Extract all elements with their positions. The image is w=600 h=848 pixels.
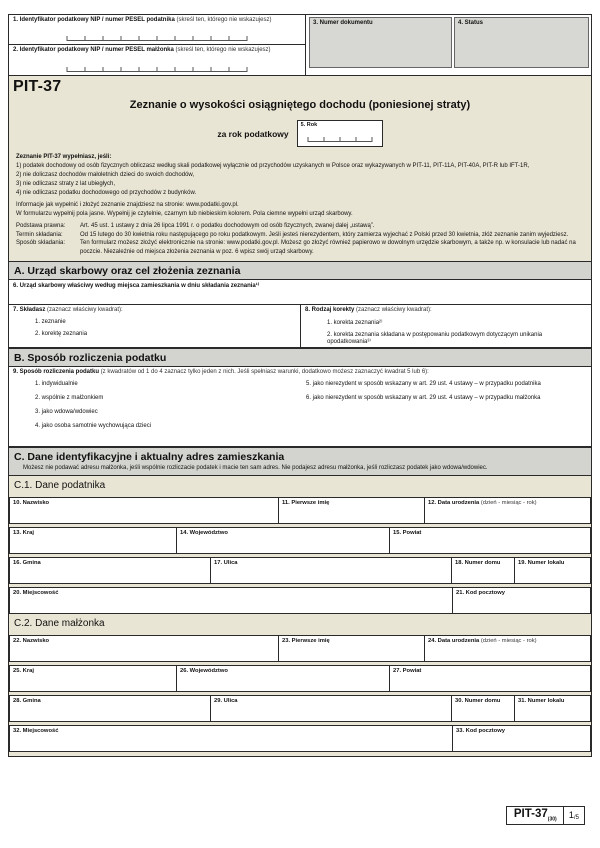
identification-block bbox=[9, 15, 591, 76]
field-9-hint: (z kwadratów od 1 do 4 zaznacz tylko jeden z nich. Jeśli spełniasz warunki, dodatkowo możesz zaznaczyć kwadrat 5 lub 6): bbox=[100, 368, 429, 375]
tax-year-row bbox=[9, 120, 591, 147]
field-9-option-1[interactable]: 1. indywidualnie bbox=[35, 380, 78, 387]
taxpayer-ids bbox=[9, 15, 306, 75]
field-7-label: 7. Składasz bbox=[13, 306, 46, 313]
field-8-hint: (zaznacz właściwy kwadrat): bbox=[356, 306, 432, 313]
form-container bbox=[8, 14, 592, 757]
field-1-nip-pesel-taxpayer[interactable] bbox=[9, 15, 305, 45]
info-line: Informacje jak wypełnić i złożyć zeznanie znajdziesz na stronie: www.podatki.gov.pl. bbox=[16, 202, 239, 208]
field-9-options bbox=[35, 381, 583, 429]
spacer bbox=[306, 409, 583, 415]
form-body bbox=[9, 76, 591, 756]
field-1-digit-comb[interactable] bbox=[67, 36, 248, 41]
field-2-digit-comb[interactable] bbox=[67, 67, 248, 72]
field-4-status: 4. Status bbox=[454, 17, 589, 68]
intro-instructions bbox=[9, 149, 591, 219]
condition-3: 3) nie odliczasz straty z lat ubiegłych, bbox=[16, 181, 116, 187]
fill-if-title: Zeznanie PIT-37 wypełniasz, jeśli: bbox=[16, 154, 112, 160]
tax-year-label: za rok podatkowy bbox=[217, 128, 289, 139]
filing-deadline-row bbox=[16, 231, 584, 240]
field-8-label: 8. Rodzaj korekty bbox=[305, 306, 355, 313]
field-24-birth-date[interactable]: 24. Data urodzenia (dzień - miesiąc - rok) bbox=[424, 635, 591, 662]
section-a-header bbox=[9, 261, 591, 280]
field-14-voivodeship[interactable]: 14. Województwo bbox=[176, 527, 390, 554]
body-bottom-padding bbox=[9, 752, 591, 756]
condition-4: 4) nie odliczasz podatku dochodowego od przychodów z budynków. bbox=[16, 190, 197, 196]
field-5-digit-comb[interactable] bbox=[307, 137, 372, 142]
field-26-voivodeship[interactable]: 26. Województwo bbox=[176, 665, 390, 692]
section-c-header bbox=[9, 447, 591, 476]
field-17-street[interactable]: 17. Ulica bbox=[210, 557, 452, 584]
field-8-correction-type bbox=[301, 305, 591, 347]
section-c-note: Możesz nie podawać adresu małżonka, jeśli wspólnie rozliczacie podatek i macie ten sam adres. Nie podajesz adresu małżonka, jeśli rozliczasz podatek jako wdowa/wdowiec. bbox=[23, 464, 488, 471]
field-2-label: 2. Identyfikator podatkowy NIP / numer PESEL małżonka bbox=[13, 47, 174, 53]
c1-row-4 bbox=[9, 587, 591, 614]
field-5-label: 5. Rok bbox=[300, 122, 318, 128]
filing-method-text: Ten formularz możesz złożyć elektronicznie na stronie: www.podatki.gov.pl. Możesz go złożyć również papierowo w dowolnym urzędzie skarbowym, a także np. w konsulacie lub nadać na poczcie. Niezależnie od miejsca złożenia zeznania w poz. 6 wpisz swój urząd skarbowy. bbox=[80, 240, 576, 256]
c1-row-1 bbox=[9, 497, 591, 524]
field-32-city[interactable]: 32. Miejscowość bbox=[9, 725, 453, 752]
field-28-municipality[interactable]: 28. Gmina bbox=[9, 695, 211, 722]
form-title: Zeznanie o wysokości osiągniętego dochodu (poniesionej straty) bbox=[129, 99, 471, 111]
field-31-flat-number[interactable]: 31. Numer lokalu bbox=[514, 695, 591, 722]
field-5-year[interactable] bbox=[297, 120, 383, 147]
field-7-hint: (zaznacz właściwy kwadrat): bbox=[47, 306, 123, 313]
field-1-hint: (skreśl ten, którego nie wskazujesz) bbox=[176, 17, 272, 23]
field-16-municipality[interactable]: 16. Gmina bbox=[9, 557, 211, 584]
fields-line: W formularzu wypełnij pola jasne. Wypełnij je czytelnie, czarnym lub niebieskim kolorem. Pola ciemne wypełni urząd skarbowy. bbox=[16, 211, 353, 217]
footer-form-code: PIT-$37_{(30)}$ bbox=[507, 807, 564, 824]
field-9-option-3[interactable]: 3. jako wdowa/wdowiec bbox=[35, 408, 98, 415]
field-7-option-2[interactable]: 2. korektę zeznania bbox=[35, 330, 88, 337]
field-8-option-1[interactable]: 1. korekta zeznania²⁾ bbox=[327, 319, 383, 326]
field-18-house-number[interactable]: 18. Numer domu bbox=[451, 557, 515, 584]
section-b-title: B. Sposób rozliczenia podatku bbox=[14, 351, 167, 364]
field-9-settlement-method bbox=[9, 367, 591, 447]
field-6-tax-office[interactable] bbox=[9, 280, 591, 305]
condition-1: 1) podatek dochodowy od osób fizycznych obliczasz według skali podatkowej wyłącznie od przychodów uzyskanych w Polsce oraz wykazywanych w PIT-11, PIT-11A, PIT-40A, PIT-R lub IFT-1R, bbox=[16, 163, 530, 169]
field-9-option-6[interactable]: 6. jako nierezydent w sposób wskazany w art. 29 ust. 4 ustawy – w przypadku małżonka bbox=[306, 394, 541, 401]
field-11-first-name[interactable]: 11. Pierwsze imię bbox=[278, 497, 425, 524]
field-20-city[interactable]: 20. Miejscowość bbox=[9, 587, 453, 614]
footer-page-total: /5 bbox=[573, 815, 579, 822]
field-7-filing-type bbox=[9, 305, 301, 347]
footer-form-id bbox=[506, 806, 585, 825]
filing-method-term: Sposób składania: bbox=[16, 240, 66, 247]
field-3-document-number: 3. Numer dokumentu bbox=[309, 17, 452, 68]
field-1-label: 1. Identyfikator podatkowy NIP / numer PESEL podatnika bbox=[13, 17, 175, 23]
field-6-label: 6. Urząd skarbowy właściwy według miejsca zamieszkania w dniu składania zeznania¹⁾ bbox=[13, 282, 260, 289]
field-19-flat-number[interactable]: 19. Numer lokalu bbox=[514, 557, 591, 584]
field-2-nip-pesel-spouse[interactable] bbox=[9, 45, 305, 75]
field-29-street[interactable]: 29. Ulica bbox=[210, 695, 452, 722]
field-30-house-number[interactable]: 30. Numer domu bbox=[451, 695, 515, 722]
section-a-title: A. Urząd skarbowy oraz cel złożenia zeznania bbox=[14, 264, 241, 277]
c2-row-3 bbox=[9, 695, 591, 722]
legal-basis-row bbox=[16, 222, 584, 231]
field-2-hint: (skreśl ten, którego nie wskazujesz) bbox=[175, 47, 271, 53]
field-10-surname[interactable]: 10. Nazwisko bbox=[9, 497, 279, 524]
filing-deadline-text: Od 15 lutego do 30 kwietnia roku następującego po roku podatkowym. Jeśli jesteś nierezydentem, który zamierza wyjechać z Polski przed 30 kwietnia, złóż zeznanie zanim wyjedziesz. bbox=[80, 231, 569, 238]
footer-page-indicator bbox=[564, 807, 584, 824]
footer-page-number: 1 bbox=[568, 810, 574, 822]
filing-method-row bbox=[16, 239, 584, 256]
field-9-option-5[interactable]: 5. jako nierezydent w sposób wskazany w art. 29 ust. 4 ustawy – w przypadku podatnika bbox=[306, 380, 541, 387]
field-12-birth-date[interactable]: 12. Data urodzenia (dzień - miesiąc - rok) bbox=[424, 497, 591, 524]
field-9-option-4[interactable]: 4. jako osoba samotnie wychowująca dzieci bbox=[35, 422, 152, 429]
c2-row-4 bbox=[9, 725, 591, 752]
section-c1-header: C.1. Dane podatnika bbox=[14, 480, 106, 492]
footer-revision: (30) bbox=[547, 816, 557, 823]
field-22-surname[interactable]: 22. Nazwisko bbox=[9, 635, 279, 662]
office-use-fields bbox=[306, 15, 591, 75]
c1-row-2 bbox=[9, 527, 591, 554]
section-c2-header: C.2. Dane małżonka bbox=[14, 618, 105, 630]
fields-7-8-row bbox=[9, 305, 591, 348]
c2-row-2 bbox=[9, 665, 591, 692]
c2-row-1 bbox=[9, 635, 591, 662]
legal-basis-text: Art. 45 ust. 1 ustawy z dnia 26 lipca 1991 r. o podatku dochodowym od osób fizycznych, zwanej dalej „ustawą”. bbox=[80, 223, 375, 229]
legal-info bbox=[9, 219, 591, 261]
legal-basis-term: Podstawa prawna: bbox=[16, 223, 66, 229]
field-15-county[interactable]: 15. Powiat bbox=[389, 527, 591, 554]
field-9-label: 9. Sposób rozliczenia podatku bbox=[13, 368, 100, 375]
field-27-county[interactable]: 27. Powiat bbox=[389, 665, 591, 692]
field-9-option-2[interactable]: 2. wspólnie z małżonkiem bbox=[35, 394, 104, 401]
field-25-country[interactable]: 25. Kraj bbox=[9, 665, 177, 692]
condition-2: 2) nie doliczasz dochodów małoletnich dzieci do swoich dochodów, bbox=[16, 172, 195, 178]
section-c-title: C. Dane identyfikacyjne i aktualny adres zamieszkania bbox=[14, 450, 285, 463]
field-13-country[interactable]: 13. Kraj bbox=[9, 527, 177, 554]
c1-row-3 bbox=[9, 557, 591, 584]
field-33-postal-code[interactable]: 33. Kod pocztowy bbox=[452, 725, 591, 752]
field-7-option-1[interactable]: 1. zeznanie bbox=[35, 318, 66, 325]
field-23-first-name[interactable]: 23. Pierwsze imię bbox=[278, 635, 425, 662]
section-b-header bbox=[9, 348, 591, 367]
form-code-heading: PIT-37 bbox=[13, 78, 62, 95]
field-8-option-2[interactable]: 2. korekta zeznania składana w postępowaniu podatkowym dotyczącym unikania opodatkowania³⁾ bbox=[327, 331, 543, 345]
filing-deadline-term: Termin składania: bbox=[16, 231, 63, 238]
field-21-postal-code[interactable]: 21. Kod pocztowy bbox=[452, 587, 591, 614]
